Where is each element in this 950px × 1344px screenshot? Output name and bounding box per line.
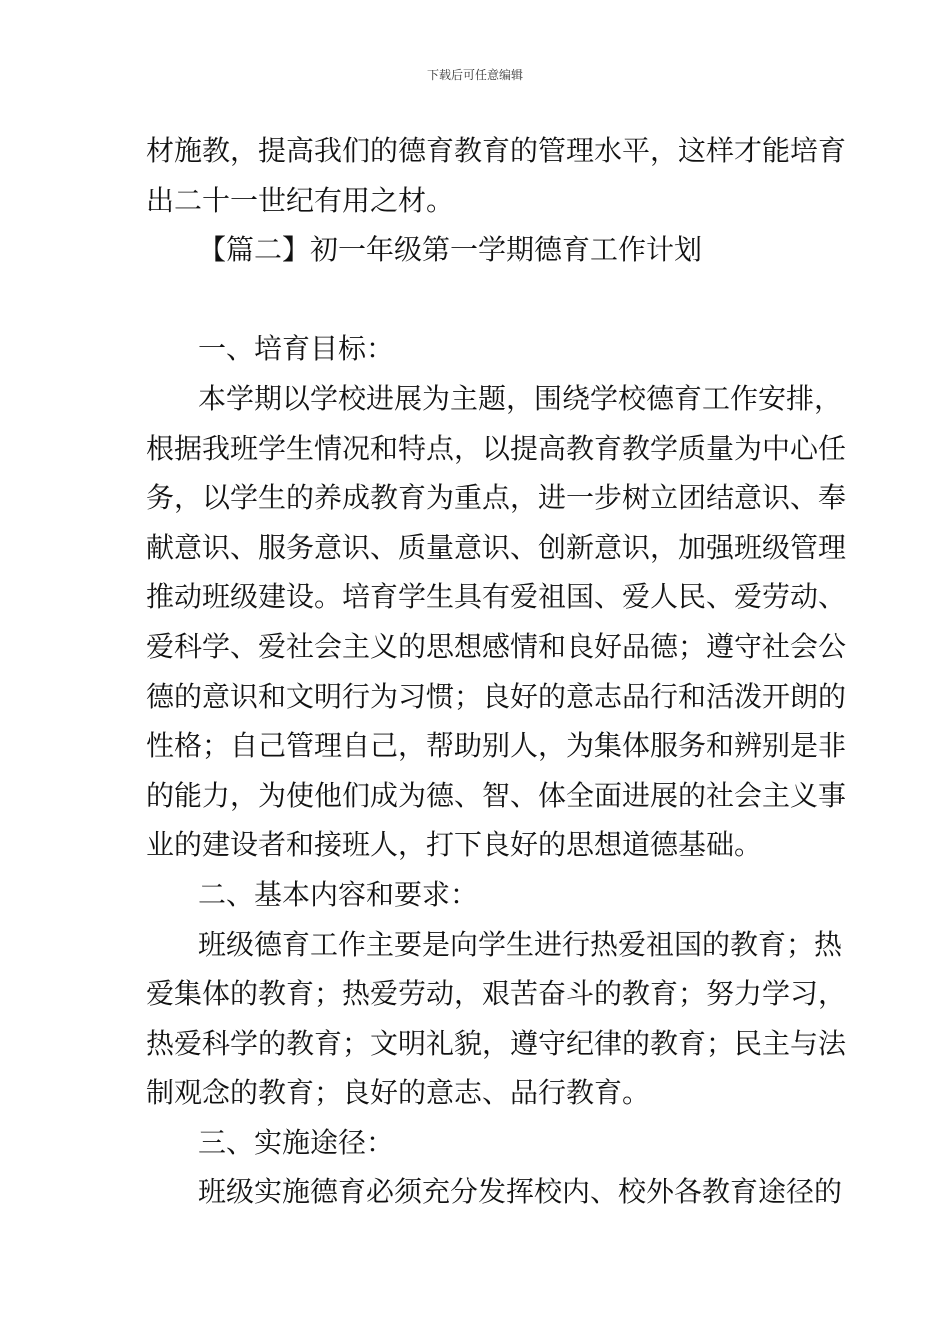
document-body: [146, 126, 847, 1217]
body-line: 的能力，为使他们成为德、智、体全面进展的社会主义事: [146, 778, 847, 812]
body-line: 班级实施德育必须充分发挥校内、校外各教育途径的: [198, 1175, 843, 1209]
body-line: 材施教，提高我们的德育教育的管理水平，这样才能培育: [146, 134, 847, 167]
body-line: 推动班级建设。培育学生具有爱祖国、爱人民、爱劳动、: [146, 580, 847, 614]
heading-implementation: 三、实施途径：: [198, 1125, 395, 1159]
body-line: 制观念的教育；良好的意志、品行教育。: [146, 1076, 651, 1110]
body-line: 性格；自己管理自己，帮助别人，为集体服务和辨别是非: [146, 729, 847, 763]
body-line: 热爱科学的教育；文明礼貌，遵守纪律的教育；民主与法: [146, 1026, 847, 1060]
heading-training-goals: 一、培育目标：: [198, 332, 395, 366]
section-title: 【篇二】初一年级第一学期德育工作计划: [198, 233, 703, 267]
blank-line: [146, 275, 806, 325]
body-line: 班级德育工作主要是向学生进行热爱祖国的教育；热: [198, 927, 843, 961]
body-line: 出二十一世纪有用之材。: [146, 183, 455, 217]
body-line: 本学期以学校进展为主题，围绕学校德育工作安排，: [198, 381, 843, 415]
body-line: 根据我班学生情况和特点，以提高教育教学质量为中心任: [146, 431, 847, 465]
body-line: 务，以学生的养成教育为重点，进一步树立团结意识、奉: [146, 481, 847, 515]
body-line: 献意识、服务意识、质量意识、创新意识，加强班级管理: [146, 530, 847, 564]
heading-basic-content: 二、基本内容和要求：: [198, 877, 479, 911]
body-line: 爱科学、爱社会主义的思想感情和良好品德；遵守社会公: [146, 629, 847, 663]
body-line: 德的意识和文明行为习惯；良好的意志品行和活泼开朗的: [146, 679, 847, 713]
body-line: 爱集体的教育；热爱劳动，艰苦奋斗的教育；努力学习，: [146, 977, 847, 1011]
page-header-note: 下载后可任意编辑: [426, 68, 523, 82]
body-line: 业的建设者和接班人，打下良好的思想道德基础。: [146, 828, 763, 862]
